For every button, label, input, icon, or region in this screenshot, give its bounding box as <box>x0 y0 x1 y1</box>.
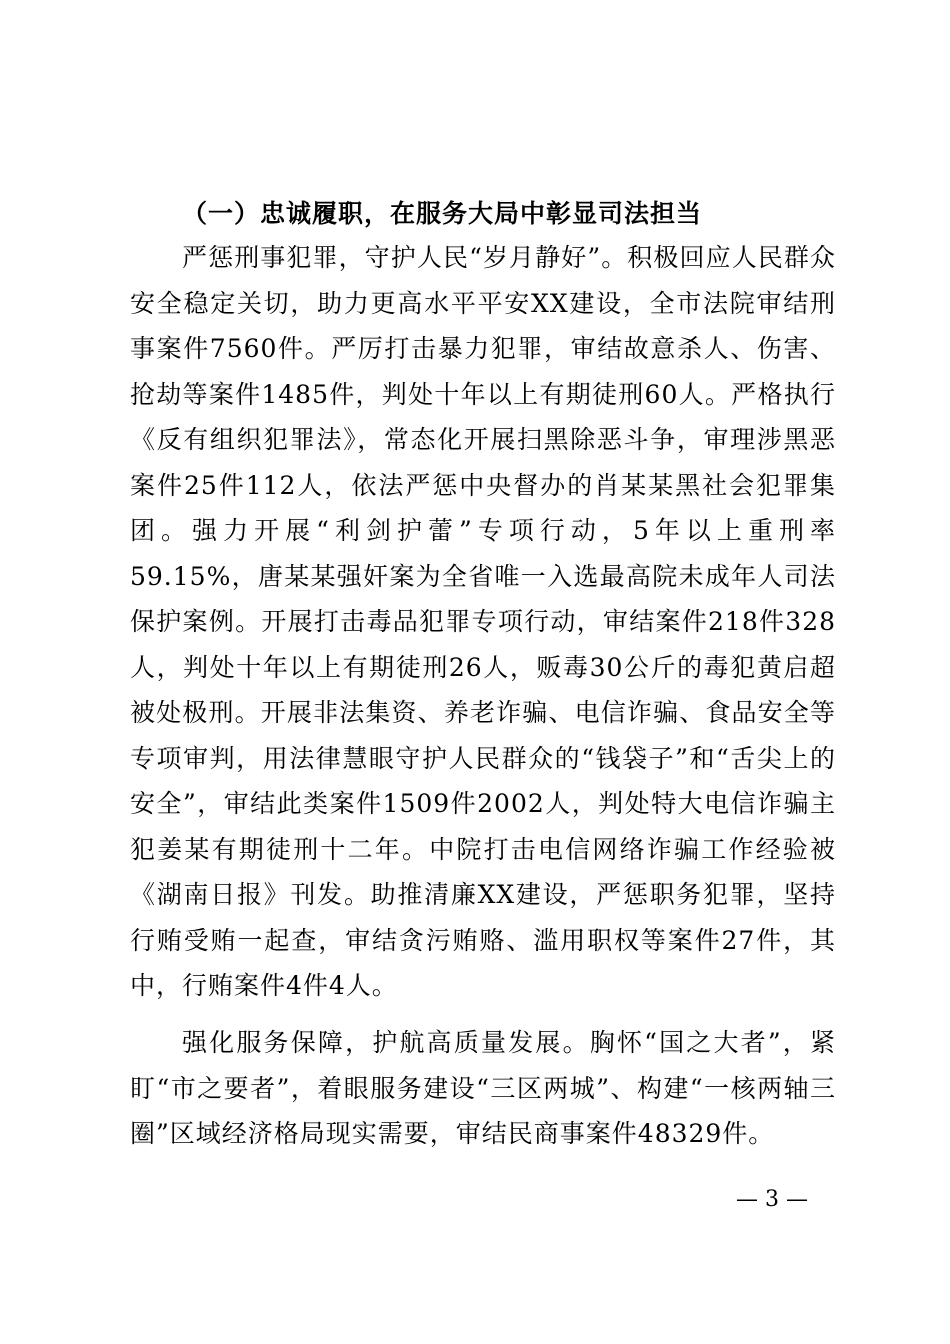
page-number: — 3 — <box>736 1187 808 1212</box>
body-paragraph: 严惩刑事犯罪，守护人民“岁月静好”。积极回应人民群众安全稳定关切，助力更高水平平安XX建设，全市法院审结刑事案件7560件。严厉打击暴力犯罪，审结故意杀人、伤害、抢劫等案件1485件，判处十年以上有期徒刑60人。严格执行《反有组织犯罪法》，常态化开展扫黑除恶斗争，审理涉黑恶案件25件112人，依法严惩中央督办的肖某某黑社会犯罪集团。强力开展“利剑护蕾”专项行动，5年以上重刑率59.15%，唐某某强奸案为全省唯一入选最高院未成年人司法保护案例。开展打击毒品犯罪专项行动，审结案件218件328人，判处十年以上有期徒刑26人，贩毒30公斤的毒犯黄启超被处极刑。开展非法集资、养老诈骗、电信诈骗、食品安全等专项审判，用法律慧眼守护人民群众的“钱袋子”和“舌尖上的安全”，审结此类案件1509件2002人，判处特大电信诈骗主犯姜某有期徒刑十二年。中院打击电信网络诈骗工作经验被《湖南日报》刊发。助推清廉XX建设，严惩职务犯罪，坚持行贿受贿一起查，审结贪污贿赂、滥用职权等案件27件，其中，行贿案件4件4人。 <box>130 243 836 1000</box>
body-paragraph: 强化服务保障，护航高质量发展。胸怀“国之大者”，紧盯“市之要者”，着眼服务建设“三区两城”、构建“一核两轴三圈”区域经济格局现实需要，审结民商事案件48329件。 <box>130 1028 836 1148</box>
section-heading: （一）忠诚履职，在服务大局中彰显司法担当 <box>182 199 703 228</box>
